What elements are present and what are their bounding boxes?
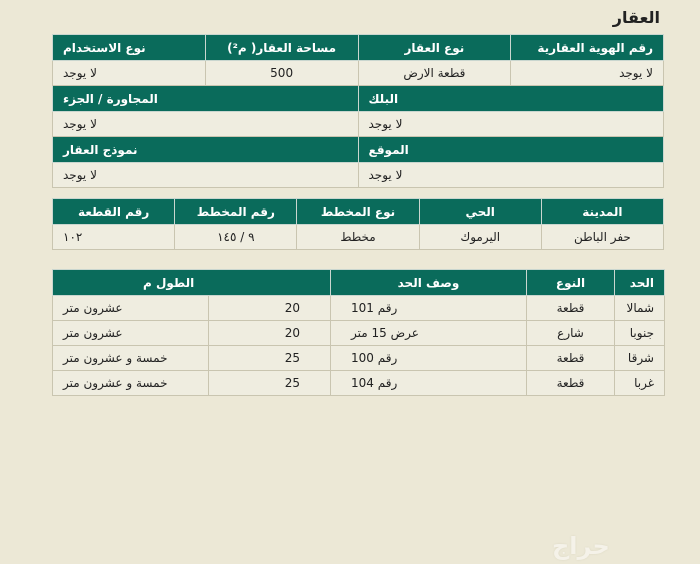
boundaries-table [52, 269, 665, 396]
value-property-id: لا يوجد [511, 61, 664, 86]
boundary-length-words: عشرون متر [53, 296, 209, 321]
plan-table [52, 198, 664, 250]
value-usage-type: لا يوجد [53, 61, 206, 86]
header-plot-number: رقم القطعة [53, 199, 175, 225]
table-row [53, 371, 665, 396]
boundary-side: غربا [615, 371, 665, 396]
boundary-length: 25 [209, 371, 331, 396]
boundary-type: قطعة [527, 346, 615, 371]
page-title: العقار [612, 8, 660, 27]
property-header-row [53, 35, 664, 61]
header-block: البلك [358, 86, 664, 112]
plan-header-row [53, 199, 664, 225]
header-type: النوع [527, 270, 615, 296]
boundary-side: جنوبا [615, 321, 665, 346]
value-plot-number: ١٠٢ [53, 225, 175, 250]
value-plan-number: ٩ / ١٤٥ [175, 225, 297, 250]
header-neighborhood-part: المجاورة / الجزء [53, 86, 359, 112]
boundary-length-words: خمسة و عشرون متر [53, 371, 209, 396]
boundary-description: رقم 100 [331, 346, 527, 371]
haraj-watermark: حراج [552, 532, 610, 560]
boundary-length: 25 [209, 346, 331, 371]
header-property-area: مساحة العقار( م²) [205, 35, 358, 61]
header-city: المدينة [541, 199, 663, 225]
plan-value-row [53, 225, 664, 250]
header-property-id: رقم الهوية العقارية [511, 35, 664, 61]
header-property-type: نوع العقار [358, 35, 511, 61]
value-neighborhood-part: لا يوجد [53, 112, 359, 137]
boundary-length: 20 [209, 321, 331, 346]
header-boundary-description: وصف الحد [331, 270, 527, 296]
value-district: اليرموك [419, 225, 541, 250]
location-header-row [53, 137, 664, 163]
location-value-row [53, 163, 664, 188]
header-plan-type: نوع المخطط [297, 199, 419, 225]
boundary-side: شمالا [615, 296, 665, 321]
boundary-type: شارع [527, 321, 615, 346]
header-location: الموقع [358, 137, 664, 163]
header-property-model: نموذج العقار [53, 137, 359, 163]
value-property-type: قطعة الارض [358, 61, 511, 86]
table-row [53, 321, 665, 346]
table-row [53, 296, 665, 321]
boundary-description: رقم 104 [331, 371, 527, 396]
boundary-description: عرض 15 متر [331, 321, 527, 346]
value-block: لا يوجد [358, 112, 664, 137]
header-length: الطول م [53, 270, 331, 296]
boundary-side: شرقا [615, 346, 665, 371]
table-row [53, 346, 665, 371]
boundary-length-words: عشرون متر [53, 321, 209, 346]
block-header-row [53, 86, 664, 112]
boundary-type: قطعة [527, 371, 615, 396]
value-property-model: لا يوجد [53, 163, 359, 188]
boundary-length-words: خمسة و عشرون متر [53, 346, 209, 371]
boundary-length: 20 [209, 296, 331, 321]
header-usage-type: نوع الاستخدام [53, 35, 206, 61]
property-value-row [53, 61, 664, 86]
boundaries-header-row [53, 270, 665, 296]
header-boundary: الحد [615, 270, 665, 296]
value-location: لا يوجد [358, 163, 664, 188]
header-district: الحي [419, 199, 541, 225]
boundary-type: قطعة [527, 296, 615, 321]
boundary-description: رقم 101 [331, 296, 527, 321]
value-property-area: 500 [205, 61, 358, 86]
value-plan-type: مخطط [297, 225, 419, 250]
header-plan-number: رقم المخطط [175, 199, 297, 225]
value-city: حفر الباطن [541, 225, 663, 250]
block-value-row [53, 112, 664, 137]
property-table [52, 34, 664, 188]
